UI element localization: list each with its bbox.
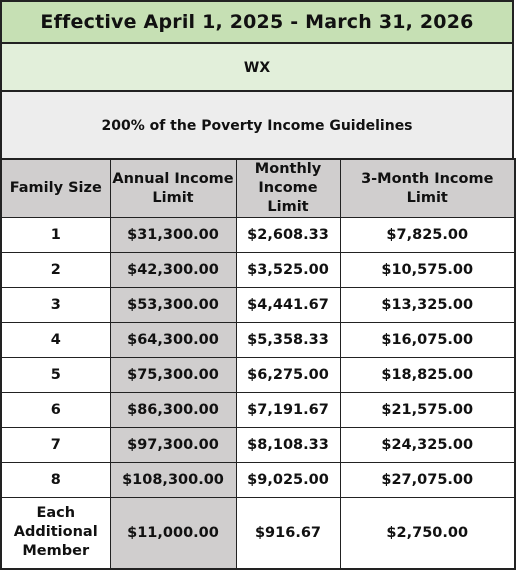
family-size-cell: 7 [1,428,110,463]
monthly-limit-cell: $7,191.67 [236,393,340,428]
three-month-limit-cell: $2,750.00 [340,498,515,569]
annual-limit-cell: $97,300.00 [110,428,236,463]
program-code: WX [0,42,514,90]
monthly-limit-cell: $3,525.00 [236,253,340,288]
table-row [1,323,515,358]
annual-limit-cell: $86,300.00 [110,393,236,428]
table-row [1,218,515,253]
annual-limit-cell: $75,300.00 [110,358,236,393]
three-month-limit-cell: $10,575.00 [340,253,515,288]
additional-label-line: Additional [13,524,98,541]
additional-label-line: Member [22,543,90,560]
three-month-limit-cell: $27,075.00 [340,463,515,498]
family-size-cell: 2 [1,253,110,288]
annual-limit-cell: $53,300.00 [110,288,236,323]
monthly-limit-cell: $9,025.00 [236,463,340,498]
family-size-cell: 1 [1,218,110,253]
header-family-size: Family Size [1,159,110,218]
monthly-limit-cell: $916.67 [236,498,340,569]
three-month-limit-cell: $18,825.00 [340,358,515,393]
header-monthly-income-limit: Monthly Income Limit [236,159,340,218]
table-row [1,393,515,428]
monthly-limit-cell: $8,108.33 [236,428,340,463]
family-size-cell: 6 [1,393,110,428]
annual-limit-cell: $42,300.00 [110,253,236,288]
three-month-limit-cell: $24,325.00 [340,428,515,463]
monthly-limit-cell: $2,608.33 [236,218,340,253]
three-month-limit-cell: $16,075.00 [340,323,515,358]
table-row [1,428,515,463]
header-row [1,159,515,218]
monthly-limit-cell: $5,358.33 [236,323,340,358]
table-row [1,288,515,323]
guideline-subtitle: 200% of the Poverty Income Guidelines [0,90,514,158]
effective-date-title: Effective April 1, 2025 - March 31, 2026 [0,0,514,42]
additional-member-label [1,498,110,569]
three-month-limit-cell: $21,575.00 [340,393,515,428]
family-size-cell: 5 [1,358,110,393]
family-size-cell: 4 [1,323,110,358]
monthly-limit-cell: $4,441.67 [236,288,340,323]
annual-limit-cell: $108,300.00 [110,463,236,498]
monthly-limit-cell: $6,275.00 [236,358,340,393]
annual-limit-cell: $64,300.00 [110,323,236,358]
income-limits-table [0,158,516,570]
family-size-cell: 8 [1,463,110,498]
header-three-month-income-limit: 3-Month Income Limit [340,159,515,218]
three-month-limit-cell: $7,825.00 [340,218,515,253]
additional-member-row [1,498,515,569]
family-size-cell: 3 [1,288,110,323]
additional-label-line: Each [36,505,76,522]
table-row [1,253,515,288]
table-row [1,358,515,393]
header-annual-income-limit: Annual Income Limit [110,159,236,218]
annual-limit-cell: $11,000.00 [110,498,236,569]
annual-limit-cell: $31,300.00 [110,218,236,253]
table-row [1,463,515,498]
three-month-limit-cell: $13,325.00 [340,288,515,323]
